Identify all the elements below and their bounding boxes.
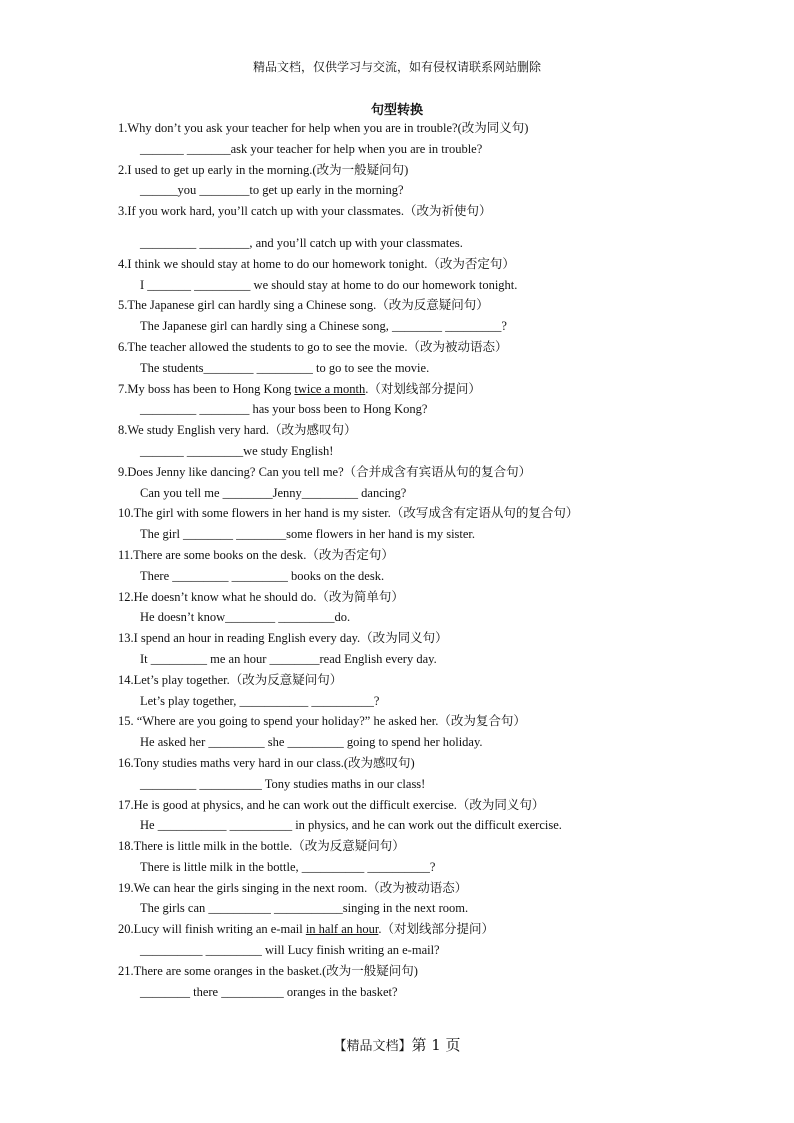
exercise-question [118, 503, 678, 524]
exercise-question [118, 118, 678, 139]
exercise-item [118, 545, 678, 587]
question-text: 5.The Japanese girl can hardly sing a Chinese song.（改为反意疑问句） [118, 298, 489, 313]
page-title: 句型转换 [370, 103, 423, 118]
answer-line: The students________ _________ to go to see the movie. [140, 360, 430, 375]
question-text: 16.Tony studies maths very hard in our class.(改为感叹句) [118, 755, 415, 770]
question-text: 9.Does Jenny like dancing? Can you tell me?（合并成含有宾语从句的复合句） [118, 464, 532, 479]
exercise-question [118, 254, 678, 275]
answer-line: __________ _________ will Lucy finish writing an e-mail? [140, 943, 440, 958]
exercise-question [118, 878, 678, 899]
question-text: 1.Why don’t you ask your teacher for help when you are in trouble?(改为同义句) [118, 121, 529, 135]
question-text: 15. “Where are you going to spend your holiday?” he asked her.（改为复合句） [118, 714, 526, 729]
answer-line: _______ _______ask your teacher for help when you are in trouble? [140, 141, 483, 156]
footer-tag: 【精品文档】 [333, 1039, 412, 1054]
exercise-item [118, 254, 678, 296]
exercise-item [118, 337, 678, 379]
question-text: 17.He is good at physics, and he can work out the difficult exercise.（改为同义句） [118, 797, 545, 812]
question-text: 7.My boss has been to Hong Kong [118, 381, 295, 396]
exercise-item [118, 587, 678, 629]
exercise-question [118, 628, 678, 649]
exercise-item [118, 836, 678, 878]
question-text: 12.He doesn’t know what he should do.（改为简单句） [118, 589, 404, 604]
page-header: 精品文档，仅供学习与交流，如有侵权请联系网站删除 [252, 60, 541, 74]
exercise-question [118, 379, 678, 400]
exercise-item [118, 628, 678, 670]
question-text: 13.I spend an hour in reading English every day.（改为同义句） [118, 631, 448, 646]
exercise-question [118, 295, 678, 316]
exercise-question [118, 201, 678, 222]
question-text: 2.I used to get up early in the morning.(改为一般疑问句) [118, 162, 409, 177]
exercise-item [118, 795, 678, 837]
exercise-list [118, 118, 678, 1002]
question-text: 8.We study English very hard.（改为感叹句） [118, 423, 357, 438]
exercise-question [118, 160, 678, 181]
answer-line: I _______ _________ we should stay at home to do our homework tonight. [140, 277, 518, 292]
question-text: 19.We can hear the girls singing in the next room.（改为被动语态） [118, 880, 468, 895]
exercise-question [118, 420, 678, 441]
answer-line: _______ _________we study English! [140, 443, 334, 458]
exercise-item [118, 160, 678, 202]
question-text: 11.There are some books on the desk.（改为否定句） [118, 547, 394, 562]
exercise-item [118, 670, 678, 712]
underlined-phrase: in half an hour [305, 922, 379, 937]
question-text: 10.The girl with some flowers in her hand is my sister.（改写成含有定语从句的复合句） [118, 506, 579, 521]
answer-line: _________ ________, and you’ll catch up with your classmates. [140, 235, 463, 250]
exercise-item [118, 753, 678, 795]
exercise-item [118, 118, 678, 160]
answer-line: Let’s play together, ___________ __________? [140, 693, 380, 708]
answer-line: He doesn’t know________ _________do. [140, 610, 351, 625]
exercise-question [118, 836, 678, 857]
exercise-item [118, 201, 678, 254]
question-text: 3.If you work hard, you’ll catch up with your classmates.（改为祈使句） [118, 204, 492, 219]
exercise-question [118, 711, 678, 732]
exercise-item [118, 295, 678, 337]
answer-line: He ___________ __________ in physics, and he can work out the difficult exercise. [140, 818, 562, 833]
exercise-item [118, 711, 678, 753]
exercise-question [118, 670, 678, 691]
answer-line: The girls can __________ ___________singing in the next room. [140, 901, 469, 916]
answer-line: The Japanese girl can hardly sing a Chinese song, ________ _________? [140, 319, 507, 334]
exercise-question [118, 753, 678, 774]
answer-line: He asked her _________ she _________ going to spend her holiday. [140, 735, 483, 750]
answer-line: ______you ________to get up early in the morning? [140, 183, 404, 198]
page-number: 第 1 页 [411, 1036, 461, 1054]
underlined-phrase: twice a month [294, 381, 366, 396]
question-text: 4.I think we should stay at home to do our homework tonight.（改为否定句） [118, 256, 515, 271]
answer-line: There is little milk in the bottle, __________ __________? [140, 859, 436, 874]
answer-line: ________ there __________ oranges in the basket? [140, 984, 398, 999]
exercise-question [118, 462, 678, 483]
exercise-question [118, 919, 678, 940]
exercise-item [118, 462, 678, 504]
exercise-question [118, 795, 678, 816]
question-text: .（对划线部分提问） [365, 381, 481, 396]
question-text: 21.There are some oranges in the basket.(改为一般疑问句) [118, 963, 418, 978]
answer-line: _________ ________ has your boss been to Hong Kong? [140, 402, 428, 417]
answer-line: The girl ________ ________some flowers in her hand is my sister. [140, 527, 476, 542]
exercise-question [118, 337, 678, 358]
exercise-question [118, 545, 678, 566]
exercise-item [118, 420, 678, 462]
answer-line: Can you tell me ________Jenny_________ dancing? [140, 485, 407, 500]
exercise-item [118, 919, 678, 961]
question-text: .（对划线部分提问） [378, 922, 495, 937]
exercise-item [118, 379, 678, 421]
question-text: 20.Lucy will finish writing an e-mail [118, 922, 306, 937]
exercise-question [118, 587, 678, 608]
question-text: 18.There is little milk in the bottle.（改为反意疑问句） [118, 839, 405, 854]
page-footer [0, 1034, 794, 1055]
exercise-item [118, 878, 678, 920]
question-text: 14.Let’s play together.（改为反意疑问句） [118, 672, 343, 687]
answer-line: _________ __________ Tony studies maths in our class! [140, 776, 426, 791]
question-text: 6.The teacher allowed the students to go to see the movie.（改为被动语态） [118, 339, 508, 354]
exercise-question [118, 961, 678, 982]
exercise-item [118, 961, 678, 1003]
answer-line: It _________ me an hour ________read English every day. [140, 651, 437, 666]
answer-line: There _________ _________ books on the desk. [140, 568, 385, 583]
exercise-item [118, 503, 678, 545]
